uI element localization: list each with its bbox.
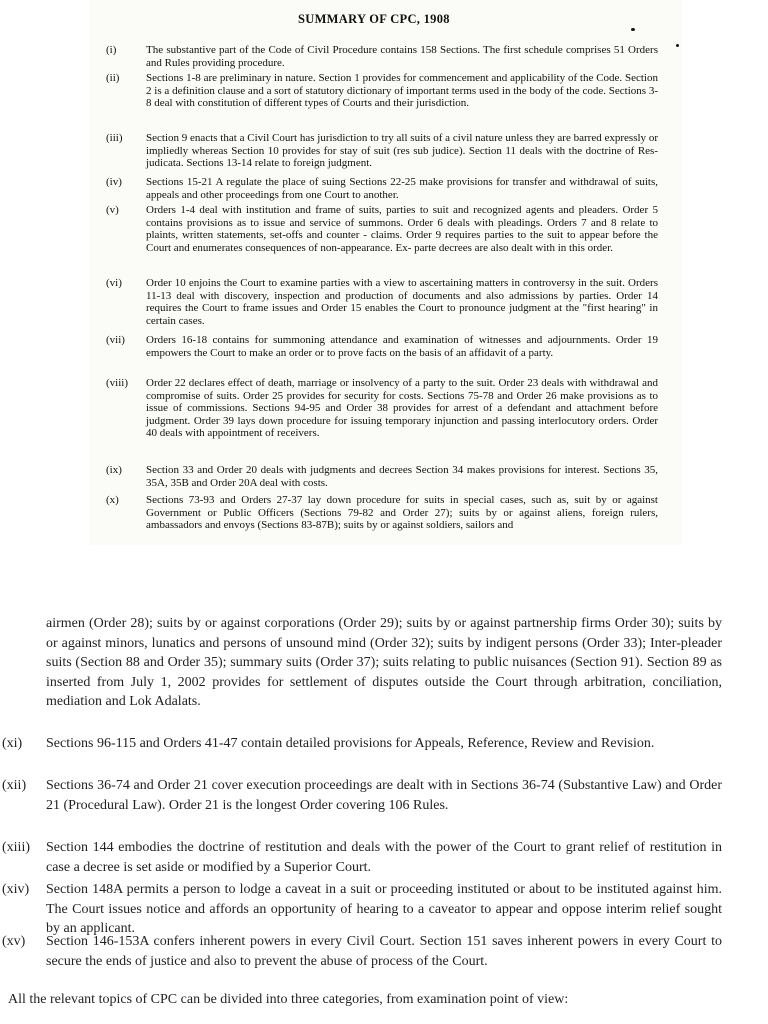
- item-text: Section 33 and Order 20 deals with judgments and decrees Section 34 makes provisions for interest. Sections 35, 35A, 35B and Order 20A deal with costs.: [146, 464, 658, 489]
- item-text: Orders 1-4 deal with institution and frame of suits, parties to suit and recognized agents and pleaders. Order 5 contains provisions as to issue and service of summons. Order 6 deals with pleadings. Orders 7 and 8 relate to plaints, written statements, set-offs and counter - claims. Order 9 requires parties to the suit to appear before the Court and enumerates consequences of non-appearance. Ex- parte decrees are also dealt with in this order.: [146, 204, 658, 254]
- item-number: (x): [106, 494, 119, 506]
- scan-speck: [676, 44, 679, 47]
- closing-paragraph: All the relevant topics of CPC can be divided into three categories, from examination point of view:: [8, 992, 569, 1007]
- item-number: (ix): [106, 464, 122, 476]
- item-number: (v): [106, 204, 119, 216]
- item-text: Section 146-153A confers inherent powers in every Civil Court. Section 151 saves inherent powers in every Court to secure the ends of justice and also to prevent the abuse of process of the Court.: [46, 934, 722, 969]
- page-title: SUMMARY OF CPC, 1908: [298, 12, 450, 26]
- item-number: (vi): [106, 277, 122, 289]
- item-number: (vii): [106, 334, 125, 346]
- item-number: (ii): [106, 72, 120, 84]
- item-number: (xv): [2, 934, 26, 949]
- scan-speck: [631, 28, 635, 31]
- item-number: (xiii): [2, 840, 30, 855]
- item-text: Sections 96-115 and Orders 41-47 contain detailed provisions for Appeals, Reference, Review and Revision.: [46, 736, 655, 751]
- item-text: Section 9 enacts that a Civil Court has jurisdiction to try all suits of a civil nature unless they are barred expressly or impliedly whereas Section 10 provides for stay of suit (res sub judice). Section 11 deals with the doctrine of Res-judicata. Sections 13-14 relate to foreign judgment.: [146, 132, 658, 170]
- item-number: (i): [106, 44, 117, 56]
- item-number: (xiv): [2, 882, 30, 897]
- scanned-page-top: [90, 0, 682, 545]
- item-text: airmen (Order 28); suits by or against corporations (Order 29); suits by or against partnership firms Order 30); suits by or against minors, lunatics and persons of unsound mind (Order 32); suits by indigent persons (Order 33); Inter-pleader suits (Section 88 and Order 35); summary suits (Order 37); suits relating to public nuisances (Section 91). Section 89 as inserted from July 1, 2002 provides for settlement of disputes outside the Court through arbitration, conciliation, mediation and Lok Adalats.: [46, 616, 722, 710]
- item-text: Order 22 declares effect of death, marriage or insolvency of a party to the suit. Order 23 deals with withdrawal and compromise of suits. Order 25 provides for security for costs. Sections 75-78 and Order 26 make provisions as to issue of commissions. Sections 94-95 and Order 38 provides for arrest of a defendant and attachment before judgment. Order 39 lays down procedure for issuing temporary injunction and passing interlocutory orders. Order 40 deals with appointment of receivers.: [146, 377, 658, 440]
- item-number: (iii): [106, 132, 123, 144]
- item-text: Order 10 enjoins the Court to examine parties with a view to ascertaining matters in controversy in the suit. Orders 11-13 deal with discovery, inspection and production of documents and also admissions by parties. Order 14 requires the Court to frame issues and Order 15 enables the Court to pronounce judgment at the "first hearing" in certain cases.: [146, 277, 658, 327]
- item-text: Section 148A permits a person to lodge a caveat in a suit or proceeding instituted or about to be instituted against him. The Court issues notice and affords an opportunity of hearing to a caveator to appear and oppose interim relief sought by an applicant.: [46, 882, 722, 937]
- item-text: The substantive part of the Code of Civil Procedure contains 158 Sections. The first schedule comprises 51 Orders and Rules providing procedure.: [146, 44, 658, 69]
- item-text: Sections 15-21 A regulate the place of suing Sections 22-25 make provisions for transfer and withdrawal of suits, appeals and other proceedings from one Court to another.: [146, 176, 658, 201]
- item-number: (iv): [106, 176, 122, 188]
- page-bottom: [0, 546, 768, 1024]
- item-number: (xi): [2, 736, 23, 751]
- item-text: Sections 73-93 and Orders 27-37 lay down procedure for suits in special cases, such as, suit by or against Government or Public Officers (Sections 79-82 and Order 27); suits by or against aliens, foreign rulers, ambassadors and envoys (Sections 83-87B); suits by or against soldiers, sailors and: [146, 494, 658, 532]
- item-number: (viii): [106, 377, 128, 389]
- item-number: (xii): [2, 778, 27, 793]
- item-text: Section 144 embodies the doctrine of restitution and deals with the power of the Court to grant relief of restitution in case a decree is set aside or modified by a Superior Court.: [46, 840, 722, 875]
- item-text: Sections 1-8 are preliminary in nature. Section 1 provides for commencement and applicability of the Code. Section 2 is a definition clause and a sort of statutory dictionary of important terms used in the body of the code. Sections 3-8 deal with constitution of different types of Courts and their jurisdiction.: [146, 72, 658, 110]
- item-text: Orders 16-18 contains for summoning attendance and examination of witnesses and adjournments. Order 19 empowers the Court to make an order or to prove facts on the basis of an affidavit of a party.: [146, 334, 658, 359]
- item-text: Sections 36-74 and Order 21 cover execution proceedings are dealt with in Sections 36-74 (Substantive Law) and Order 21 (Procedural Law). Order 21 is the longest Order covering 106 Rules.: [46, 778, 722, 813]
